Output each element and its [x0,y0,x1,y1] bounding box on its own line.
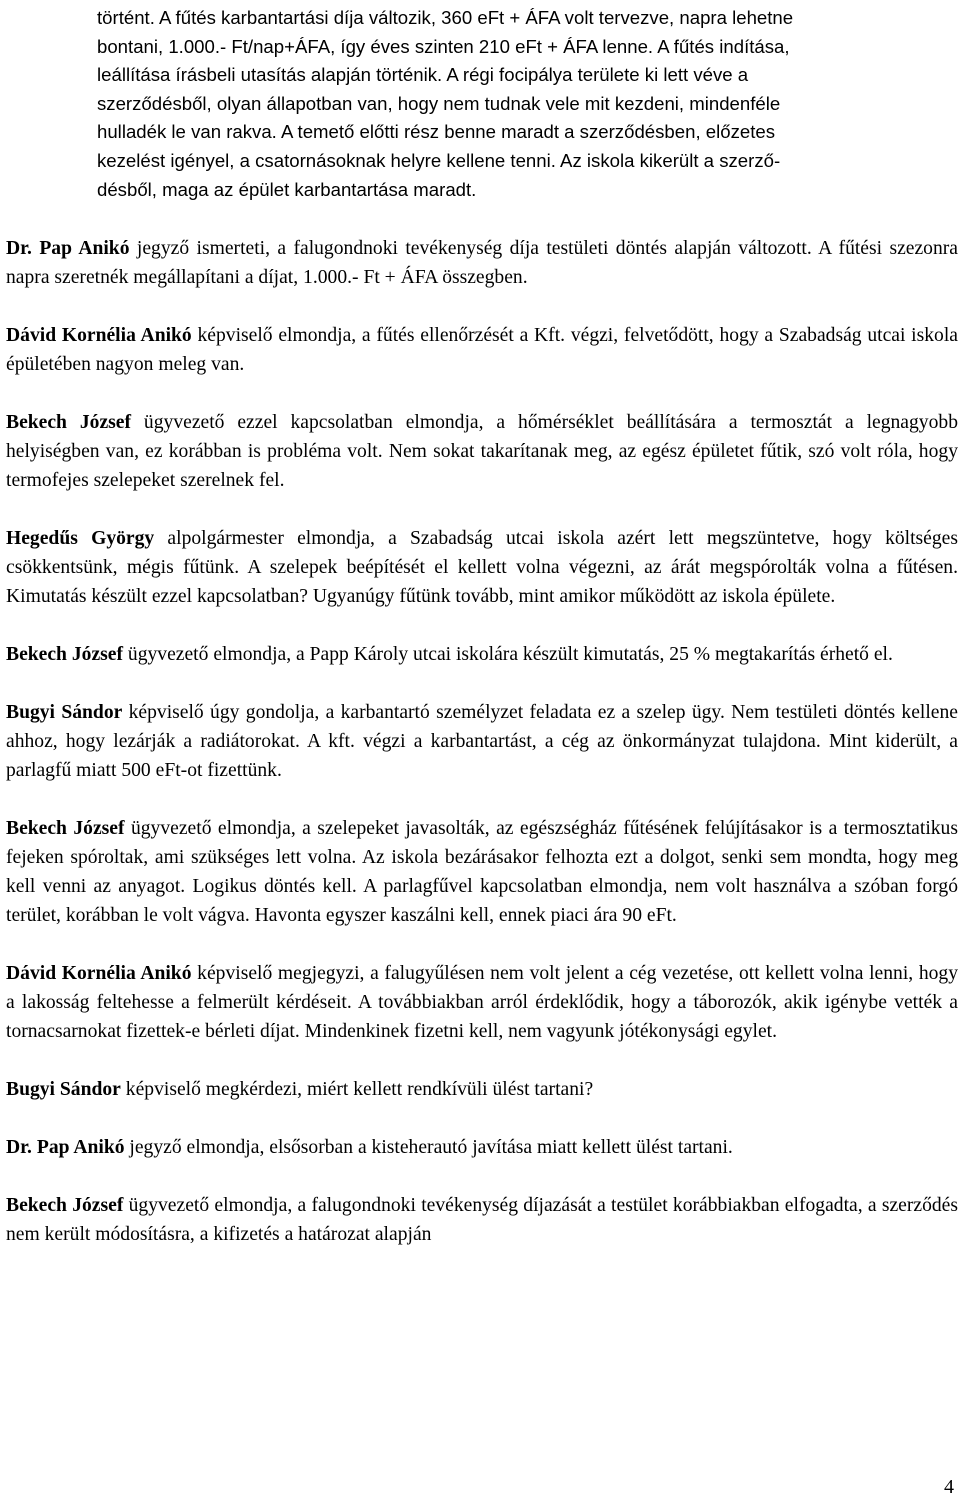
minutes-paragraph [6,959,958,1046]
text-line: hulladék le van rakva. A temető előtti rész benne maradt a szerződésben, előzetes [97,121,776,143]
text-line: leállítása írásbeli utasítás alapján történik. A régi focipálya területe ki lett véve a [97,64,749,86]
speaker-name: Dr. Pap Anikó [6,238,130,259]
speaker-name: Dávid Kornélia Anikó [6,963,192,984]
minutes-paragraph [6,1133,958,1162]
minutes-body [6,234,958,1249]
text-line: kezelést igényel, a csatornásoknak helyre kellene tenni. Az iskola kikerült a szerző- [97,149,781,171]
paragraph-text: ügyvezető elmondja, a falugondnoki tevékenység díjazását a testület korábbiakban elfogadta, a szerződés nem került módosításra, a kifizetés a határozat alapján [6,1195,958,1245]
speaker-name: Hegedűs György [6,528,155,549]
page-number: 4 [944,1476,954,1498]
minutes-paragraph [6,321,958,379]
minutes-paragraph [6,814,958,930]
text-line: bontani, 1.000.- Ft/nap+ÁFA, így éves szinten 210 eFt + ÁFA lenne. A fűtés indítása, [97,35,790,57]
speaker-name: Bekech József [6,1195,124,1216]
paragraph-text: jegyző ismerteti, a falugondnoki tevékenység díja testületi döntés alapján változott. A fűtési szezonra napra szeretnék megállapítani a díjat, 1.000.- Ft + ÁFA összegben. [6,238,958,288]
minutes-paragraph [6,1075,958,1104]
speaker-name: Bekech József [6,644,123,665]
speaker-name: Bekech József [6,818,125,839]
continued-paragraph [97,4,959,204]
speaker-name: Dr. Pap Anikó [6,1137,125,1158]
paragraph-text: alpolgármester elmondja, a Szabadság utcai iskola azért lett megszüntetve, hogy költséges csökkentsünk, mégis fűtünk. A szelepek beépítését el kellett volna végezni, az árát megspórolták volna a fűtésen. Kimutatás készült ezzel kapcsolatban? Ugyanúgy fűtünk tovább, mint amikor működött az iskola épülete. [6,528,958,607]
paragraph-text: jegyző elmondja, elsősorban a kisteherautó javítása miatt kellett ülést tartani. [124,1137,733,1158]
text-line: désből, maga az épület karbantartása maradt. [97,178,477,200]
paragraph-text: ügyvezető elmondja, a szelepeket javasolták, az egészségház fűtésének felújításakor is a termosztatikus fejeken spóroltak, ami szükséges lett volna. Az iskola bezárásakor felhozta ezt a dolgot, senki sem mondta, hogy meg kell venni az anyagot. Logikus döntés kell. A parlagfűvel kapcsolatban elmondja, nem volt használva a szóban forgó terület, korábban le volt vágva. Havonta egyszer kaszálni kell, ennek piaci ára 90 eFt. [6,818,958,926]
minutes-paragraph [6,640,958,669]
speaker-name: Bekech József [6,412,132,433]
speaker-name: Bugyi Sándor [6,1079,121,1100]
text-line: történt. A fűtés karbantartási díja változik, 360 eFt + ÁFA volt tervezve, napra lehetne [97,7,794,28]
minutes-paragraph [6,1191,958,1249]
paragraph-text: ügyvezető elmondja, a Papp Károly utcai iskolára készült kimutatás, 25 % megtakarítás érhető el. [123,644,893,665]
minutes-paragraph [6,698,958,785]
text-line: szerződésből, olyan állapotban van, hogy nem tudnak vele mit kezdeni, mindenféle [97,92,781,114]
paragraph-text: képviselő megjegyzi, a falugyűlésen nem volt jelent a cég vezetése, ott kellett volna lenni, hogy a lakosság feltehesse a felmerült kérdéseit. A továbbiakban arról érdeklődik, hogy a táborozók, akik igénybe vették a tornacsarnokat fizettek-e bérleti díjat. Mindenkinek fizetni kell, nem vagyunk jótékonysági egylet. [6,963,959,1042]
speaker-name: Dávid Kornélia Anikó [6,325,192,346]
paragraph-text: ügyvezető ezzel kapcsolatban elmondja, a hőmérséklet beállítására a termosztát a legnagyobb helyiségben van, ez korábban is probléma volt. Nem sokat takarítanak meg, az egész épületet fűtik, szó volt róla, hogy termofejes szelepeket szerelnek fel. [6,412,958,491]
minutes-paragraph [6,234,958,292]
paragraph-text: képviselő úgy gondolja, a karbantartó személyzet feladata ez a szelep ügy. Nem testületi döntés kellene ahhoz, hogy lezárják a radiátorokat. A kft. végzi a karbantartást, a cég az önkormányzat tulajdona. Mint kiderült, a parlagfű miatt 500 eFt-ot fizettünk. [6,702,958,781]
minutes-paragraph [6,524,958,611]
paragraph-text: képviselő elmondja, a fűtés ellenőrzését a Kft. végzi, felvetődött, hogy a Szabadság utcai iskola épületében nagyon meleg van. [6,325,958,375]
speaker-name: Bugyi Sándor [6,702,123,723]
paragraph-text: képviselő megkérdezi, miért kellett rendkívüli ülést tartani? [120,1079,594,1100]
minutes-paragraph [6,408,958,495]
